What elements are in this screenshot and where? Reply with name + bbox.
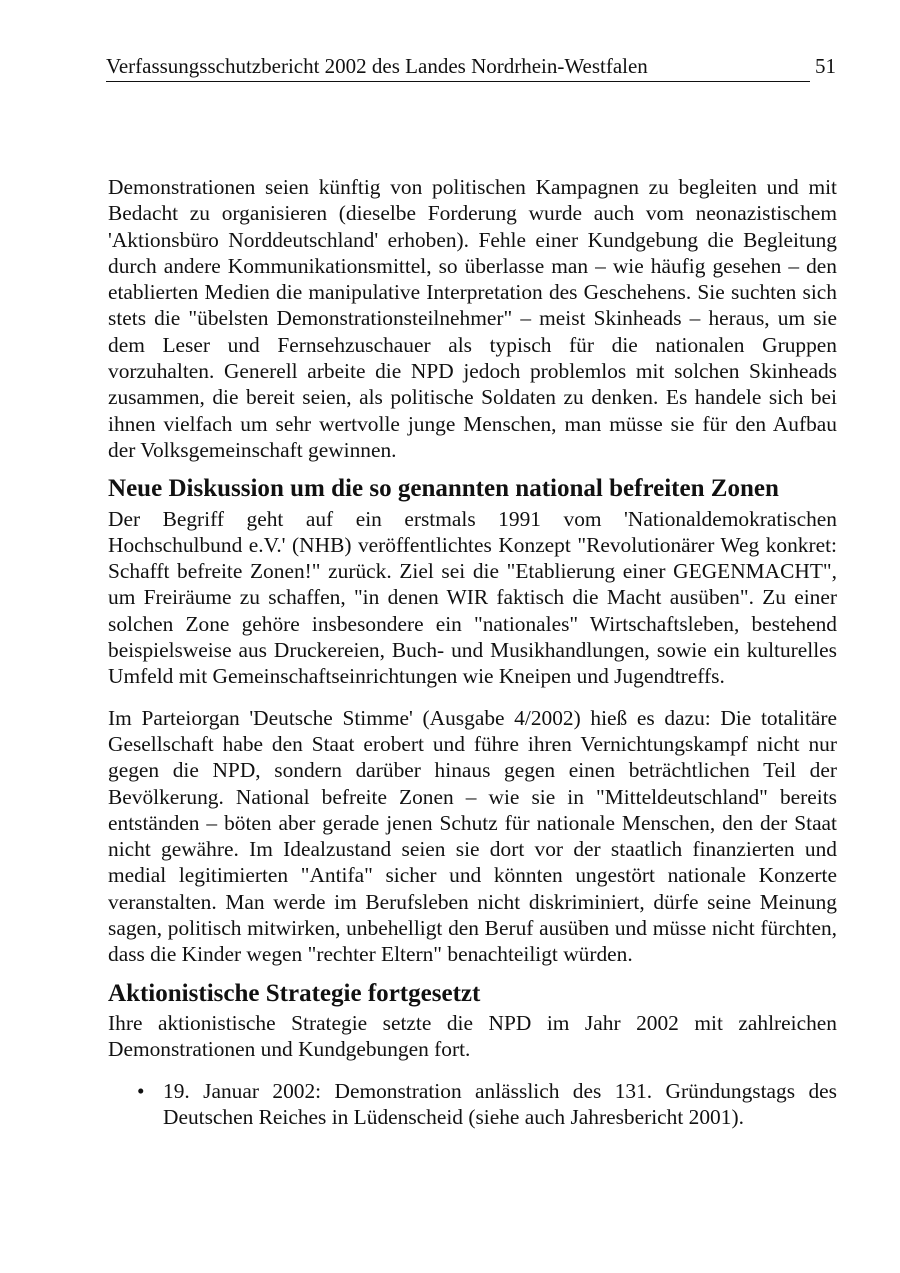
heading-befreite-zonen: Neue Diskussion um die so genannten national befreiten Zonen	[108, 475, 779, 503]
bullet-icon: •	[137, 1078, 145, 1103]
page-header	[106, 52, 836, 84]
heading-aktionistische-strategie: Aktionistische Strategie fortgesetzt	[108, 979, 481, 1007]
list-item-text: 19. Januar 2002: Demonstration anlässlich des 131. Gründungstags des Deutschen Reiches in Lüdenscheid (siehe auch Jahresbericht 2001).	[163, 1078, 837, 1129]
paragraph-begriff: Der Begriff geht auf ein erstmals 1991 vom 'Nationaldemokratischen Hochschulbund e.V.' (NHB) veröffentlichtes Konzept "Revolutionärer Weg konkret: Schafft befreite Zonen!" zurück. Ziel sei die "Etablierung einer GEGENMACHT", um Freiräume zu schaffen, "in denen WIR faktisch die Macht ausüben". Zu einer solchen Zone gehöre insbesondere ein "nationales" Wirtschaftsleben, bestehend beispielsweise aus Druckereien, Buch- und Musikhandlungen, sowie ein kulturelles Umfeld mit Gemeinschaftseinrichtungen wie Kneipen und Jugendtreffs.	[108, 506, 837, 689]
header-rule	[106, 81, 810, 82]
paragraph-parteiorgan: Im Parteiorgan 'Deutsche Stimme' (Ausgabe 4/2002) hieß es dazu: Die totalitäre Gesellschaft habe den Staat erobert und führe ihren Vernichtungskampf nicht nur gegen die NPD, sondern darüber hinaus gegen einen beträchtlichen Teil der Bevölkerung. National befreite Zonen – wie sie in "Mitteldeutschland" bereits entständen – böten aber gerade jenen Schutz für nationale Menschen, den der Staat nicht gewähre. Im Idealzustand seien sie dort vor der staatlich finanzierten und medial legitimierten "Antifa" sicher und könnten ungestört nationale Konzerte veranstalten. Man werde im Berufsleben nicht diskriminiert, dürfe seine Meinung sagen, politisch mitwirken, unbehelligt den Beruf ausüben und müsse nicht fürchten, dass die Kinder wegen "rechter Eltern" benachteiligt würden.	[108, 705, 837, 967]
paragraph-strategie: Ihre aktionistische Strategie setzte die NPD im Jahr 2002 mit zahlreichen Demonstrationen und Kundgebungen fort.	[108, 1010, 837, 1062]
paragraph-demonstrationen: Demonstrationen seien künftig von politischen Kampagnen zu begleiten und mit Bedacht zu organisieren (dieselbe Forderung wurde auch vom neonazistischem 'Aktionsbüro Norddeutschland' erhoben). Fehle einer Kundgebung die Begleitung durch andere Kommunikationsmittel, so überlasse man – wie häufig gesehen – den etablierten Medien die manipulative Interpretation des Geschehens. Sie suchten sich stets die "übelsten Demonstrationsteilnehmer" – meist Skinheads – heraus, um sie dem Leser und Fernsehzuschauer als typisch für die nationalen Gruppen vorzuhalten. Generell arbeite die NPD jedoch problemlos mit solchen Skinheads zusammen, die bereit seien, als politische Soldaten zu denken. Es handele sich bei ihnen vielfach um sehr wertvolle junge Menschen, man müsse sie für den Aufbau der Volksgemeinschaft gewinnen.	[108, 175, 837, 462]
demonstration-list	[108, 1078, 837, 1131]
page-body	[108, 174, 837, 1130]
list-item	[108, 1078, 837, 1131]
header-title: Verfassungsschutzbericht 2002 des Landes Nordrhein-Westfalen	[106, 54, 648, 78]
page-number: 51	[815, 54, 836, 78]
